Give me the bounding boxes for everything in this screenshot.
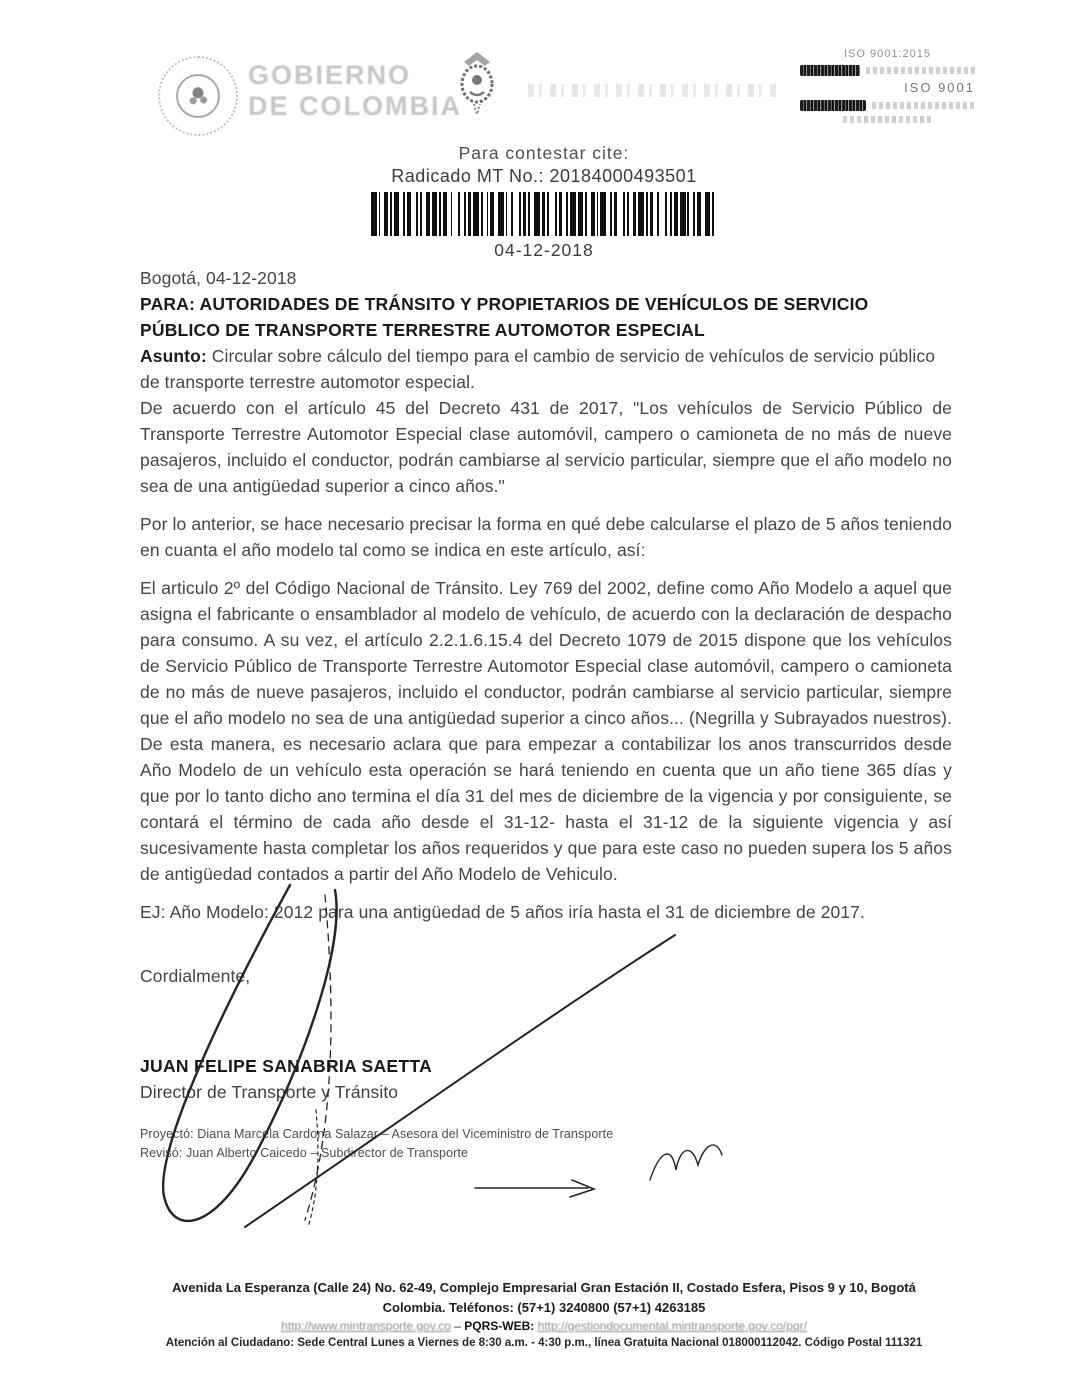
para-heading: PARA: AUTORIDADES DE TRÁNSITO Y PROPIETARIOS DE VEHÍCULOS DE SERVICIO PÚBLICO DE TRANSPORTE TERRESTRE AUTOMOTOR ESPECIAL <box>140 294 869 340</box>
footer <box>84 1278 1004 1352</box>
certification-logo-icon-2 <box>800 100 866 111</box>
proyecto-line: Proyectó: Diana Marcela Cardona Salazar – Asesora del Viceministro de Transporte <box>140 1127 614 1141</box>
ministry-shield-icon <box>452 50 502 132</box>
cite-label: Para contestar cite: <box>458 143 630 163</box>
asunto-line <box>140 343 952 395</box>
example-line: EJ: Año Modelo: 2012 para una antigüedad de 5 años iría hasta el 31 de diciembre de 2017. <box>140 902 865 922</box>
footer-phones-line: Colombia. Teléfonos: (57+1) 3240800 (57+1) 4263185 <box>382 1300 706 1315</box>
gobierno-seal-icon <box>158 56 238 136</box>
footer-attention-line: Atención al Ciudadano: Sede Central Lunes a Viernes de 8:30 a.m. - 4:30 p.m., línea Gratuita Nacional 018000112042. Código Postal 111321 <box>165 1337 923 1349</box>
website-link: http://www.mintransporte.gov.co <box>281 1319 451 1333</box>
gobierno-logo-text: GOBIERNO DE COLOMBIA <box>248 60 462 121</box>
radicado-block <box>0 143 1088 261</box>
certification-smudge <box>866 67 975 74</box>
iso-9001-label: ISO 9001 <box>904 80 975 95</box>
asunto-label: Asunto: <box>140 346 207 366</box>
barcode <box>371 192 717 236</box>
certification-smudge-3 <box>843 116 933 123</box>
letter-body <box>140 265 952 1163</box>
credit-lines <box>140 1125 952 1163</box>
letterhead <box>0 48 1088 158</box>
reviso-line: Revisó: Juan Alberto Caicedo – Subdirector de Transporte <box>140 1146 469 1160</box>
paragraph-1: De acuerdo con el artículo 45 del Decreto 431 de 2017, "Los vehículos de Servicio Público de Transporte Terrestre Automotor Especial clase automóvil, campero o camioneta de no más de nueve pasajeros, incluido el conductor, podrán cambiarse al servicio particular, siempre que el año modelo no sea de una antigüedad superior a cinco años." <box>140 398 952 496</box>
city-date-line: Bogotá, 04-12-2018 <box>140 268 297 288</box>
iso-9001-2015-label: ISO 9001:2015 <box>843 48 931 60</box>
paragraph-3: El articulo 2º del Código Nacional de Tránsito. Ley 769 del 2002, define como Año Modelo a aquel que asigna el fabricante o ensamblador al modelo de vehículo, de acuerdo con la declaración de despacho para consumo. A su vez, el artículo 2.2.1.6.15.4 del Decreto 1079 de 2015 dispone que los vehículos de Servicio Público de Transporte Terrestre Automotor Especial clase automóvil, campero o camioneta de no más de nueve pasajeros, incluido el conductor, podrán cambiarse al servicio particular, siempre que el año modelo no sea de una antigüedad superior a cinco años... (Negrilla y Subrayados nuestros). De esta manera, es necesario aclara que para empezar a contabilizar los anos transcurridos desde Año Modelo de un vehículo esta operación se hará teniendo en cuenta que un año tiene 365 días y que por lo tanto dicho ano termina el día 31 del mes de diciembre de la vigencia y por consiguiente, se contará el término de cada año desde el 31-12- hasta el 31-12 de la siguiente vigencia y así sucesivamente hasta completar los años requeridos y que para este caso no pueden supera los 5 años de antigüedad contados a partir del Año Modelo de Vehiculo. <box>140 578 952 884</box>
pqrs-link: http://gestiondocumental.mintransporte.gov.co/pqr/ <box>537 1319 807 1333</box>
asunto-text: Circular sobre cálculo del tiempo para el cambio de servicio de vehículos de servicio público de transporte terrestre automotor especial. <box>140 346 936 392</box>
certification-smudge-2 <box>872 102 975 109</box>
closing-line: Cordialmente, <box>140 966 251 986</box>
paragraph-2: Por lo anterior, se hace necesario precisar la forma en qué debe calcularse el plazo de 5 años teniendo en cuanta el año modelo tal como se indica en este artículo, así: <box>140 514 952 560</box>
footer-address-line: Avenida La Esperanza (Calle 24) No. 62-49, Complejo Empresarial Gran Estación II, Costado Esfera, Pisos 9 y 10, Bogotá <box>172 1280 916 1295</box>
certification-logo-icon <box>800 65 860 76</box>
barcode-date: 04-12-2018 <box>494 240 594 260</box>
pqrs-web-label: PQRS-WEB: <box>464 1319 538 1333</box>
radicado-number: Radicado MT No.: 20184000493501 <box>391 166 697 186</box>
link-separator: – <box>450 1319 465 1333</box>
signer-name: JUAN FELIPE SANABRIA SAETTA <box>140 1056 433 1076</box>
signer-title: Director de Transporte y Tránsito <box>140 1082 399 1102</box>
footer-links-line <box>84 1318 1004 1335</box>
iso-certification-block <box>800 48 975 123</box>
ministry-name-smudge <box>528 84 778 97</box>
